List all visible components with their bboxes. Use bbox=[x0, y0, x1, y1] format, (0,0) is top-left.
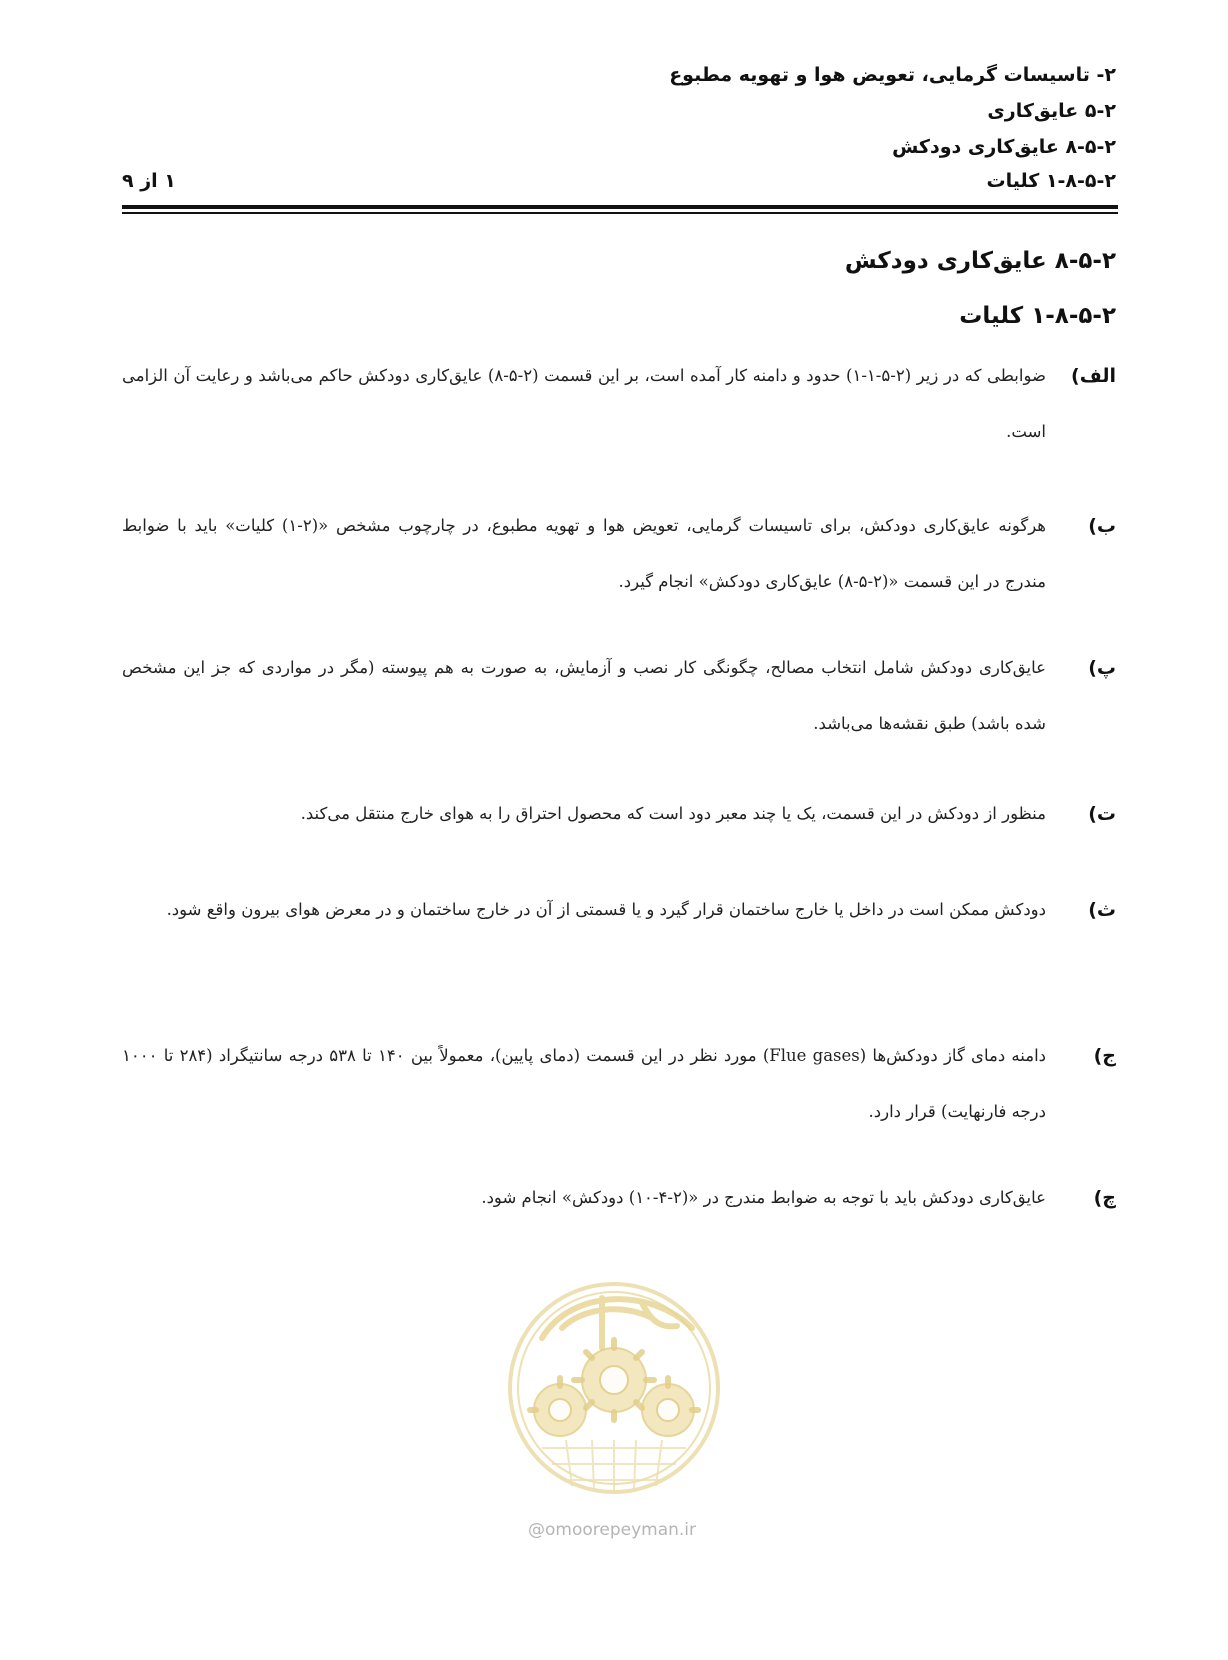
item-letter: ب) bbox=[1088, 515, 1116, 537]
item-letter: ث) bbox=[1088, 899, 1116, 921]
item-text: منظور از دودکش در این قسمت، یک یا چند معبر دود است که محصول احتراق را به هوای خارج منتقل می‌کند. bbox=[300, 804, 1046, 823]
item-text: هرگونه عایق‌کاری دودکش، برای تاسیسات گرمایی، تعویض هوا و تهویه مطبوع، در چارچوب مشخص «(۲-۱) کلیات» باید با ضوابط مندرج در این قسمت «(۲-۵-۸) عایق‌کاری دودکش» انجام گیرد. bbox=[122, 516, 1047, 591]
header-chapter: ۲- تاسیسات گرمایی، تعویض هوا و تهویه مطبوع bbox=[669, 64, 1116, 86]
item-letter: چ) bbox=[1093, 1187, 1116, 1209]
watermark-logo bbox=[502, 1268, 726, 1508]
section-title: ۸-۵-۲ عایق‌کاری دودکش bbox=[844, 248, 1116, 274]
section-subtitle: ۱-۸-۵-۲ کلیات bbox=[959, 303, 1116, 329]
list-item bbox=[122, 498, 1116, 610]
list-item bbox=[122, 348, 1116, 460]
header-divider-thin bbox=[122, 212, 1118, 214]
header-topic: ۱-۸-۵-۲ کلیات bbox=[986, 170, 1116, 192]
list-item bbox=[122, 1170, 1116, 1226]
item-text: عایق‌کاری دودکش شامل انتخاب مصالح، چگونگی کار نصب و آزمایش، به صورت به هم پیوسته (مگر در مواردی که جز این مشخص شده باشد) طبق نقشه‌ها می‌باشد. bbox=[122, 658, 1046, 733]
header-section: ۵-۲ عایق‌کاری bbox=[987, 100, 1116, 122]
page-indicator: ۱ از ۹ bbox=[122, 170, 176, 192]
item-text: ضوابطی که در زیر (۲-۵-۱-۱) حدود و دامنه کار آمده است، بر این قسمت (۲-۵-۸) عایق‌کاری دودکش حاکم می‌باشد و رعایت آن الزامی است. bbox=[122, 366, 1047, 441]
list-item bbox=[122, 640, 1116, 752]
list-item bbox=[122, 1028, 1116, 1140]
item-letter: ت) bbox=[1088, 803, 1116, 825]
item-text: دامنه دمای گاز دودکش‌ها (Flue gases) مورد نظر در این قسمت (دمای پایین)، معمولاً بین ۱۴۰ تا ۵۳۸ درجه سانتیگراد (۲۸۴ تا ۱۰۰۰ درجه فارنهایت) قرار دارد. bbox=[122, 1046, 1047, 1121]
item-text: عایق‌کاری دودکش باید با توجه به ضوابط مندرج در «(۲-۴-۱۰) دودکش» انجام شود. bbox=[481, 1188, 1046, 1207]
header-divider-thick bbox=[122, 205, 1118, 209]
item-letter: پ) bbox=[1088, 657, 1116, 679]
list-item bbox=[122, 786, 1116, 842]
watermark-caption: @omoorepeyman.ir bbox=[527, 1520, 697, 1540]
item-text: دودکش ممکن است در داخل یا خارج ساختمان قرار گیرد و یا قسمتی از آن در خارج ساختمان و در معرض هوای بیرون واقع شود. bbox=[166, 900, 1046, 919]
item-letter: ج) bbox=[1093, 1045, 1116, 1067]
item-letter: الف) bbox=[1071, 365, 1116, 387]
list-item bbox=[122, 882, 1116, 938]
header-subsection: ۸-۵-۲ عایق‌کاری دودکش bbox=[892, 136, 1116, 158]
